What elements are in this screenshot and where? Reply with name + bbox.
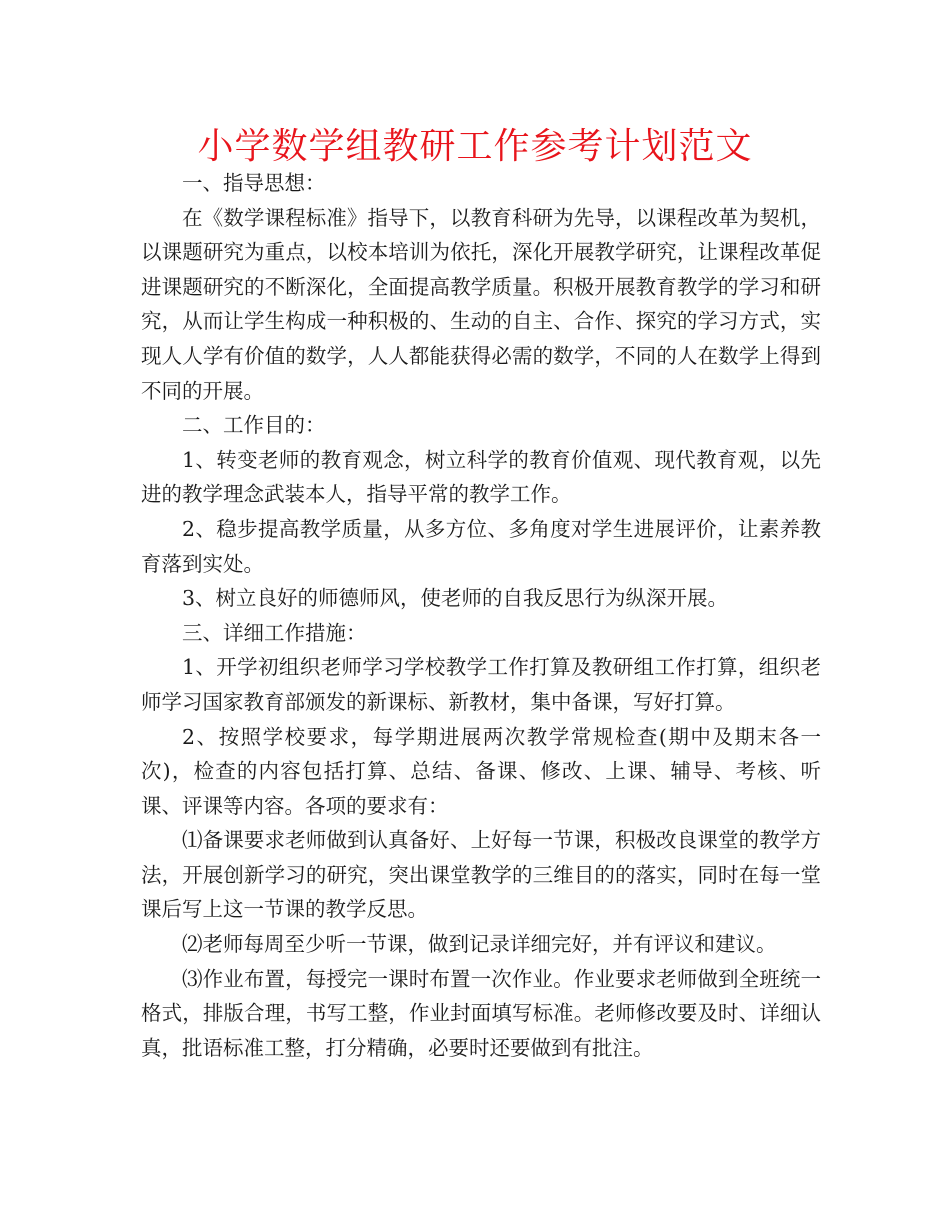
document-title: 小学数学组教研工作参考计划范文: [197, 126, 753, 167]
goal-item-3: 3、树立良好的师德师风，使老师的自我反思行为纵深开展。: [182, 586, 729, 611]
measure-item-1: 1、开学初组织老师学习学校教学工作打算及教研组工作打算，组织老师学习国家教育部颁发的新课标、新教材，集中备课，写好打算。: [141, 655, 821, 714]
heading-work-measures: 三、详细工作措施：: [182, 620, 367, 645]
goal-item-1: 1、转变老师的教育观念，树立科学的教育价值观、现代教育观，以先进的教学理念武装本人，指导平常的教学工作。: [141, 447, 821, 507]
requirement-item-3: ⑶作业布置，每授完一课时布置一次作业。作业要求老师做到全班统一格式，排版合理，书写工整，作业封面填写标准。老师修改要及时、详细认真，批语标准工整，打分精确，必要时还要做到有批注。: [141, 966, 821, 1060]
paragraph-guiding-ideology: 在《数学课程标准》指导下，以教育科研为先导，以课程改革为契机，以课题研究为重点，以校本培训为依托，深化开展教学研究，让课程改革促进课题研究的不断深化，全面提高教学质量。积极开展教育教学的学习和研究，从而让学生构成一种积极的、生动的自主、合作、探究的学习方式，实现人人学有价值的数学，人人都能获得必需的数学，不同的人在数学上得到不同的开展。: [141, 205, 821, 403]
goal-item-2: 2、稳步提高教学质量，从多方位、多角度对学生进展评价，让素养教育落到实处。: [141, 516, 821, 576]
document-body: [141, 166, 821, 1065]
requirement-item-2: ⑵老师每周至少听一节课，做到记录详细完好，并有评议和建议。: [182, 932, 777, 957]
requirement-item-1: ⑴备课要求老师做到认真备好、上好每一节课，积极改良课堂的教学方法，开展创新学习的研究，突出课堂教学的三维目的的落实，同时在每一堂课后写上这一节课的教学反思。: [141, 828, 821, 922]
heading-guiding-ideology: 一、指导思想：: [182, 171, 326, 195]
measure-item-2: 2、按照学校要求，每学期进展两次教学常规检查(期中及期末各一次)，检查的内容包括打算、总结、备课、修改、上课、辅导、考核、听课、评课等内容。各项的要求有：: [141, 724, 821, 818]
heading-work-goals: 二、工作目的：: [182, 413, 326, 438]
